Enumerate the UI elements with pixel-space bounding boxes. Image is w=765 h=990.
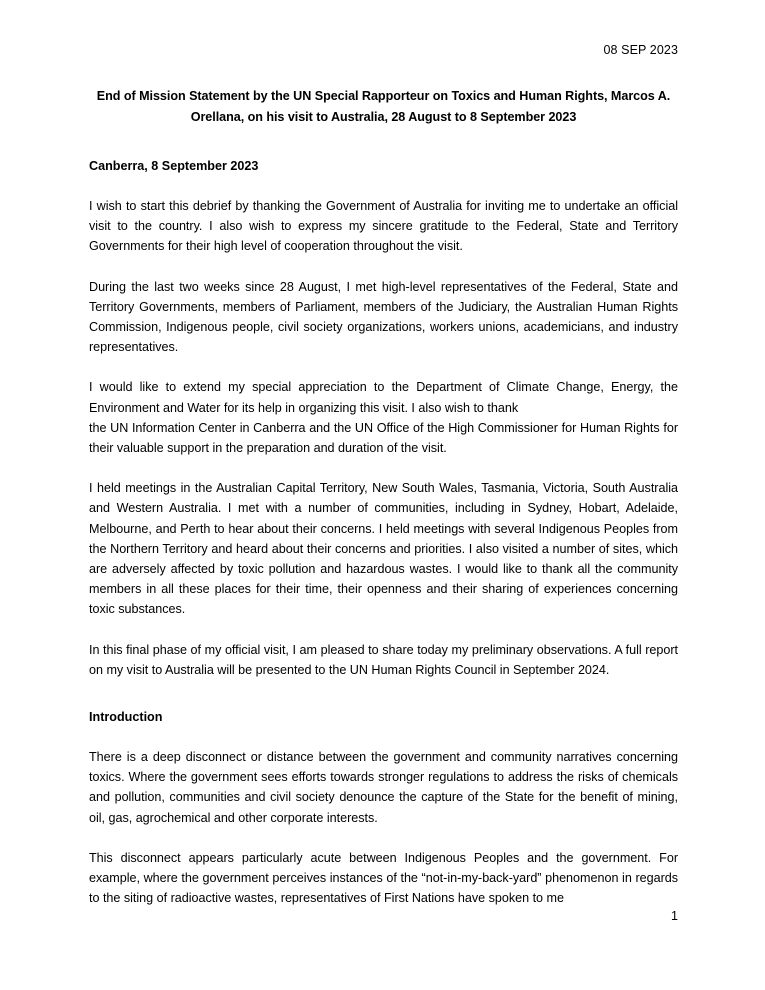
document-title-line-2: A. Orellana, on his visit to Australia, 28 August to 8 September 2023 — [190, 89, 671, 124]
paragraph-appreciation-segment-2: the UN Information Center in Canberra and the UN Office of the High Commissioner for Human Rights for their valuable support in the preparation and duration of the visit. — [89, 420, 678, 456]
paragraph-disconnect: There is a deep disconnect or distance between the government and community narratives concerning toxics. Where the government sees efforts towards stronger regulations to address the risks of chemicals and pollution, communities and civil society denounce the capture of the State for the benefit of mining, oil, gas, agrochemical and other corporate interests. — [89, 750, 678, 825]
paragraph-meetings-overview: During the last two weeks since 28 August, I met high-level representatives of the Federal, State and Territory Governments, members of Parliament, members of the Judiciary, the Australian Human Rights Commission, Indigenous people, civil society organizations, workers unions, academicians, and industry representatives. — [89, 279, 678, 355]
section-heading-introduction: Introduction — [89, 710, 163, 725]
paragraph-state-visits: I held meetings in the Australian Capital Territory, New South Wales, Tasmania, Victoria, South Australia and Western Australia. I met with a number of communities, including in Sydney, Hobart, Adelaide, Melbourne, and Perth to hear about their concerns. I held meetings with several Indigenous Peoples from the Northern Territory and heard about their concerns and priorities. I also visited a number of sites, which are adversely affected by toxic pollution and hazardous wastes. I would like to thank all the community members in all these places for their time, their openness and their sharing of experiences concerning toxic substances. — [89, 481, 678, 617]
paragraph-thanks: I wish to start this debrief by thanking the Government of Australia for inviting me to undertake an official visit to the country. I also wish to express my sincere gratitude to the Federal, State and Territory Governments for their high level of cooperation throughout the visit. — [89, 199, 678, 254]
paragraph-appreciation — [89, 377, 678, 458]
paragraph-indigenous-disconnect: This disconnect appears particularly acute between Indigenous Peoples and the government. For example, where the government perceives instances of the “not-in-my-back-yard” phenomenon in regards to the siting of radioactive wastes, representatives of First Nations have spoken to me — [89, 850, 678, 906]
document-body — [89, 86, 678, 908]
paragraph-appreciation-segment-1: I would like to extend my special appreciation to the Department of Climate Change, Energy, the Environment and Water for its help in organizing this visit. I also wish to thank — [89, 380, 678, 415]
dateline: Canberra, 8 September 2023 — [89, 159, 259, 173]
document-title — [89, 86, 678, 128]
document-title-line-1: End of Mission Statement by the UN Special Rapporteur on Toxics and Human Rights, Marcos — [96, 89, 655, 103]
paragraph-final-phase: In this final phase of my official visit, I am pleased to share today my preliminary observations. A full report on my visit to Australia will be presented to the UN Human Rights Council in September 2024. — [89, 642, 678, 677]
page-number: 1 — [671, 909, 678, 923]
header-date: 08 SEP 2023 — [603, 43, 678, 57]
